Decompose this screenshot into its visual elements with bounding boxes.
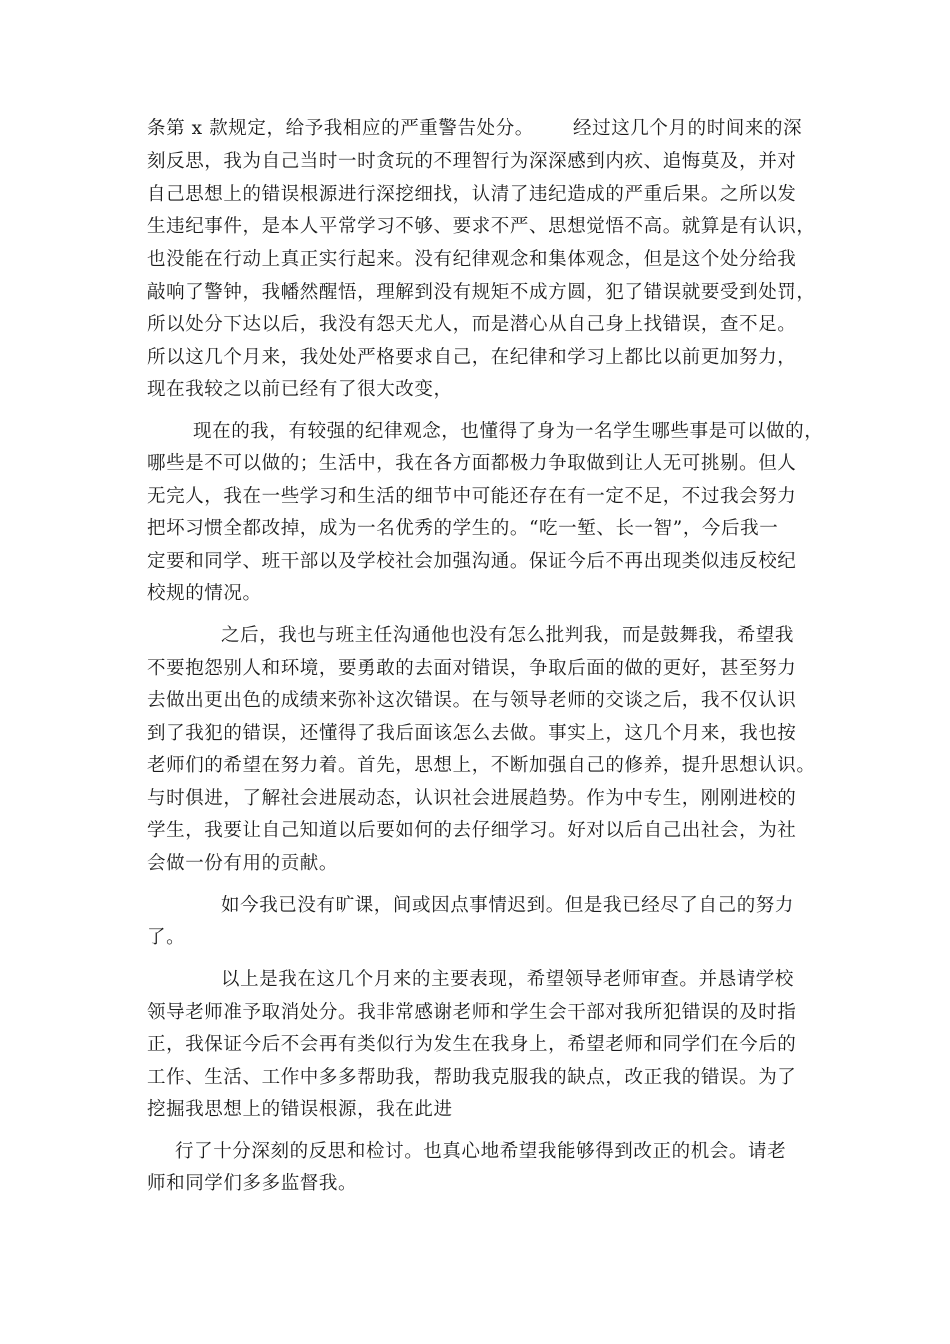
text-line: 之后，我也与班主任沟通他也没有怎么批判我，而是鼓舞我，希望我 xyxy=(221,625,795,646)
text-line: 师和同学们多多监督我。 xyxy=(147,1173,358,1194)
text-line: 定要和同学、班干部以及学校社会加强沟通。保证今后不再出现类似违反校纪 xyxy=(147,551,797,572)
text-line: 工作、生活、工作中多多帮助我，帮助我克服我的缺点，改正我的错误。为了 xyxy=(147,1067,797,1088)
text-line: 无完人，我在一些学习和生活的细节中可能还存在有一定不足，不过我会努力 xyxy=(147,486,797,507)
text-line: 如今我已没有旷课，间或因点事情迟到。但是我已经尽了自己的努力 xyxy=(221,895,795,916)
text-line: 正，我保证今后不会再有类似行为发生在我身上，希望老师和同学们在今后的 xyxy=(147,1034,797,1055)
text-line: 把坏习惯全都改掉，成为一名优秀的学生的。“吃一堑、长一智”，今后我一 xyxy=(147,518,779,539)
text-line: 所以处分下达以后，我没有怨天尤人，而是潜心从自己身上找错误，查不足。 xyxy=(147,314,797,335)
text-line: 也没能在行动上真正实行起来。没有纪律观念和集体观念，但是这个处分给我 xyxy=(147,249,797,270)
text-line: 条第 x 款规定，给予我相应的严重警告处分。 xyxy=(147,118,534,139)
text-line: 了。 xyxy=(147,927,186,948)
text-line: 生违纪事件，是本人平常学习不够、要求不严、思想觉悟不高。就算是有认识， xyxy=(147,216,816,237)
text-line: 学生，我要让自己知道以后要如何的去仔细学习。好对以后自己出社会，为社 xyxy=(147,820,797,841)
text-line: 老师们的希望在努力着。首先，思想上，不断加强自己的修养，提升思想认识。 xyxy=(147,755,816,776)
text-line: 所以这几个月来，我处处严格要求自己，在纪律和学习上都比以前更加努力， xyxy=(147,347,797,368)
text-line: 刻反思，我为自己当时一时贪玩的不理智行为深深感到内疚、追悔莫及，并对 xyxy=(147,151,797,172)
text-line: 现在的我，有较强的纪律观念，也懂得了身为一名学生哪些事是可以做的， xyxy=(193,421,824,442)
text-line: 现在我较之以前已经有了很大改变， xyxy=(147,379,453,400)
text-line: 行了十分深刻的反思和检讨。也真心地希望我能够得到改正的机会。请老 xyxy=(175,1141,787,1162)
text-line: 自己思想上的错误根源进行深挖细找，认清了违纪造成的严重后果。之所以发 xyxy=(147,184,797,205)
text-line: 不要抱怨别人和环境，要勇敢的去面对错误，争取后面的做的更好，甚至努力 xyxy=(147,658,797,679)
text-line: 敲响了警钟，我幡然醒悟，理解到没有规矩不成方圆，犯了错误就要受到处罚， xyxy=(147,282,816,303)
text-line: 以上是我在这几个月来的主要表现，希望领导老师审查。并恳请学校 xyxy=(221,969,795,990)
text-line: 与时俱进，了解社会进展动态，认识社会进展趋势。作为中专生，刚刚进校的 xyxy=(147,788,797,809)
text-line: 会做一份有用的贡献。 xyxy=(147,853,339,874)
text-line: 哪些是不可以做的；生活中，我在各方面都极力争取做到让人无可挑剔。但人 xyxy=(147,453,797,474)
text-line: 挖掘我思想上的错误根源，我在此进 xyxy=(147,1099,453,1120)
text-line-continuation: 经过这几个月的时间来的深 xyxy=(573,118,803,139)
text-line: 到了我犯的错误，还懂得了我后面该怎么去做。事实上，这几个月来，我也按 xyxy=(147,723,797,744)
text-line: 去做出更出色的成绩来弥补这次错误。在与领导老师的交谈之后，我不仅认识 xyxy=(147,690,797,711)
text-line: 领导老师准予取消处分。我非常感谢老师和学生会干部对我所犯错误的及时指 xyxy=(147,1002,797,1023)
text-line: 校规的情况。 xyxy=(147,583,262,604)
